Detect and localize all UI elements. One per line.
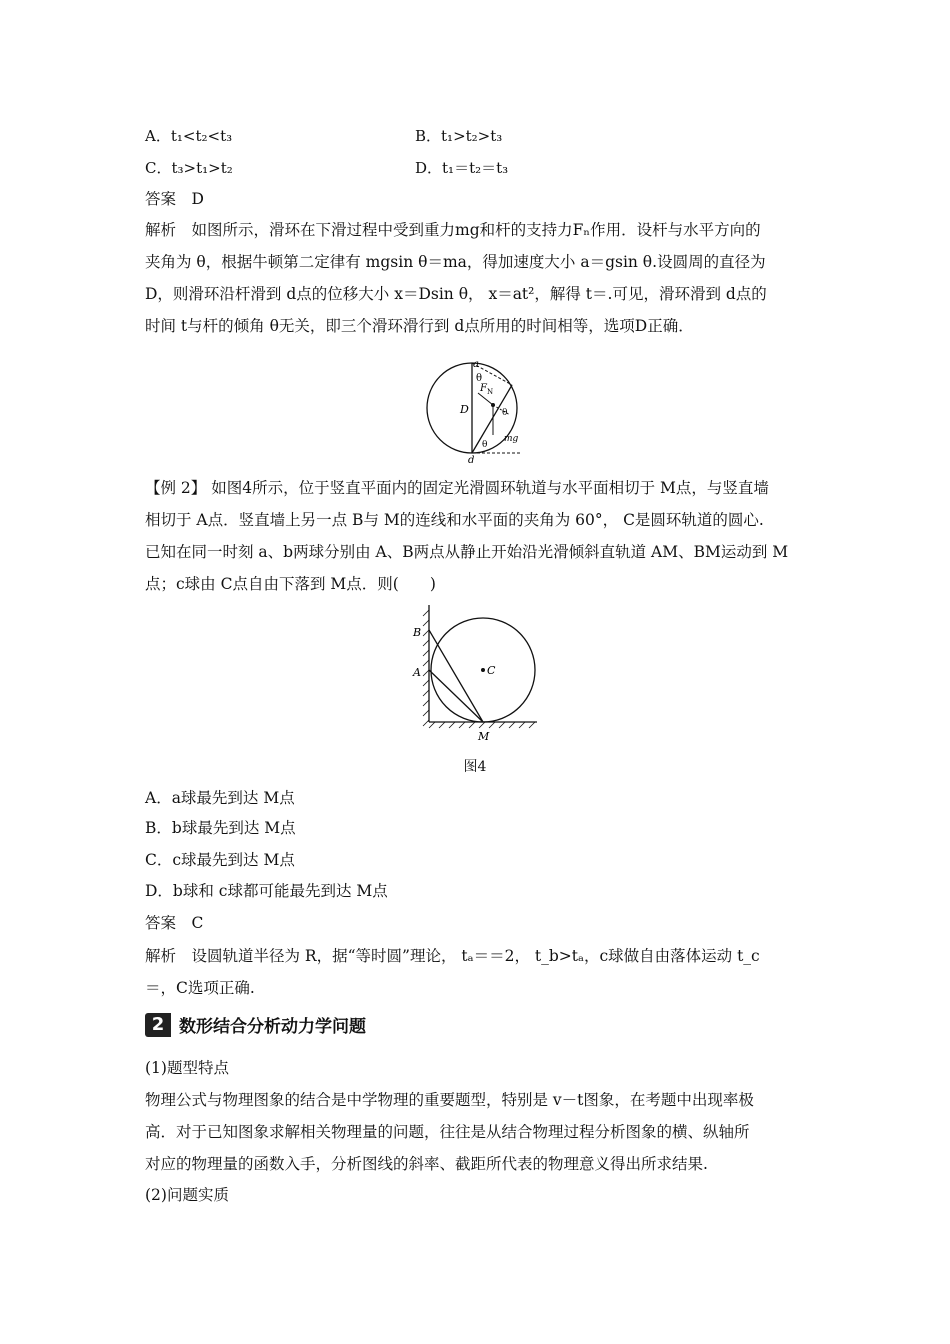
ex2-option: A．a球最先到达 M点 [145, 789, 295, 807]
label-C: C [487, 664, 496, 677]
ex2-option: C．c球最先到达 M点 [145, 851, 295, 869]
label-theta-top: θ [476, 373, 483, 384]
q1-analysis-line: 时间 t与杆的倾角 θ无关，即三个滑环滑行到 d点所用的时间相等，选项D正确． [145, 317, 694, 335]
label-mg: mg [504, 434, 519, 444]
subheading: (1)题型特点 [145, 1059, 229, 1077]
figure-4 [405, 600, 545, 745]
label-theta-mid: θ [502, 408, 508, 418]
option-b: B．t₁>t₂>t₃ [415, 127, 503, 145]
section-title: 数形结合分析动力学问题 [179, 1017, 366, 1037]
label-A: A [413, 666, 421, 679]
q1-analysis-line: D，则滑环沿杆滑到 d点的位移大小 x＝Dsin θ， x＝at²，解得 t＝.可见，滑环滑到 d点的 [145, 285, 767, 303]
option-a: A．t₁<t₂<t₃ [145, 127, 233, 145]
ex2-analysis-line: 解析 设圆轨道半径为 R，据“等时圆”理论， tₐ＝＝2， t_b>tₐ，c球做自由落体运动 t_c [145, 947, 760, 965]
subheading: (2)问题实质 [145, 1186, 229, 1204]
label-M: M [478, 730, 490, 743]
q1-analysis-line: 解析 如图所示，滑环在下滑过程中受到重力mg和杆的支持力Fₙ作用．设杆与水平方向的 [145, 221, 761, 239]
label-d: d [468, 455, 475, 465]
q1-analysis-line: 夹角为 θ，根据牛顿第二定律有 mgsin θ＝ma，得加速度大小 a＝gsin θ.设圆周的直径为 [145, 253, 766, 271]
option-d: D．t₁＝t₂＝t₃ [415, 159, 509, 177]
ex2-option: D．b球和 c球都可能最先到达 M点 [145, 882, 388, 900]
section-body-line: 对应的物理量的函数入手，分析图线的斜率、截距所代表的物理意义得出所求结果. [145, 1155, 708, 1173]
ring-figure [420, 355, 540, 465]
q1-answer: 答案 D [145, 190, 204, 208]
section-body-line: 高．对于已知图象求解相关物理量的问题，往往是从结合物理过程分析图象的横、纵轴所 [145, 1123, 750, 1141]
section-body-line: 物理公式与物理图象的结合是中学物理的重要题型，特别是 v－t图象，在考题中出现率极 [145, 1091, 754, 1109]
option-c: C．t₃>t₁>t₂ [145, 159, 233, 177]
ex2-stem-line: 点；c球由 C点自由下落到 M点．则( ) [145, 575, 436, 593]
label-B: B [413, 626, 422, 639]
ex2-analysis-line: ＝，C选项正确. [145, 979, 255, 997]
figure-caption: 图4 [463, 759, 487, 775]
label-fn: F [480, 383, 487, 394]
ex2-stem-line: 相切于 A点．竖直墙上另一点 B与 M的连线和水平面的夹角为 60°， C是圆环轨道的圆心. [145, 511, 764, 529]
section-heading [145, 1012, 366, 1037]
section-number: 2 [145, 1013, 171, 1037]
label-a: a [473, 359, 479, 370]
label-theta-bottom: θ [482, 440, 488, 450]
ex2-stem-line: 【例 2】 如图4所示，位于竖直平面内的固定光滑圆环轨道与水平面相切于 M点，与竖直墙 [145, 479, 769, 497]
ex2-stem-line: 已知在同一时刻 a、b两球分别由 A、B两点从静止开始沿光滑倾斜直轨道 AM、BM运动到 M [145, 543, 789, 561]
label-fn-sub: N [487, 388, 494, 396]
label-D: D [460, 403, 469, 416]
ex2-answer: 答案 C [145, 914, 204, 932]
ex2-option: B．b球最先到达 M点 [145, 819, 296, 837]
